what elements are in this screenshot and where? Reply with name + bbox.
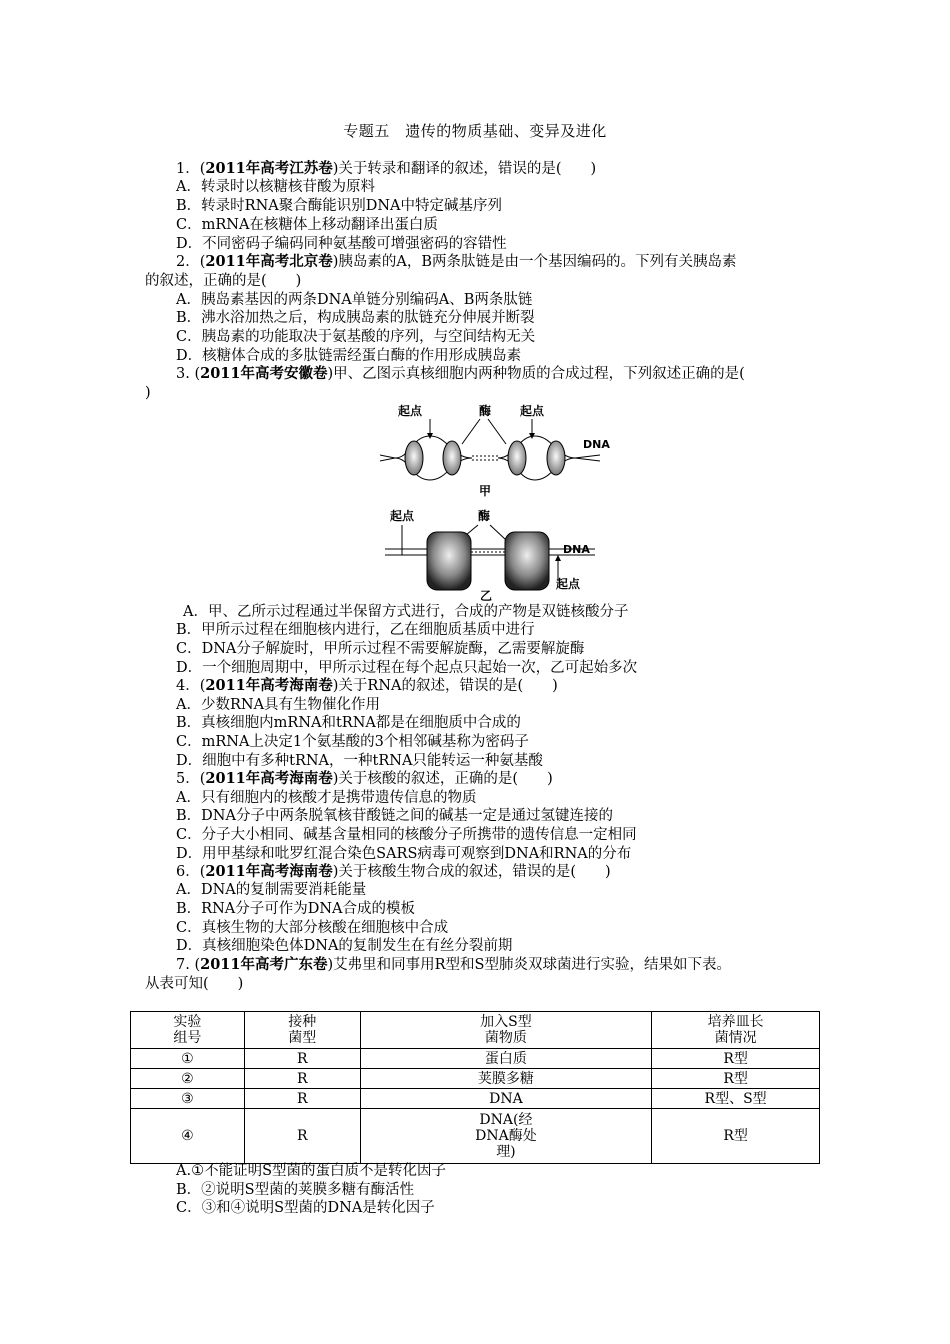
q2-option-b: B．沸水浴加热之后，构成胰岛素的肽链充分伸展并断裂 (176, 310, 535, 326)
yi-caption: 乙 (479, 589, 493, 603)
question-3: 3. (2011年高考安徽卷)甲、乙图示真核细胞内两种物质的合成过程，下列叙述正确的是( (176, 365, 745, 382)
table-cell: R (244, 1089, 360, 1109)
q5-option-d: D．用甲基绿和吡罗红混合染色SARS病毒可观察到DNA和RNA的分布 (176, 846, 632, 862)
question-1: 1．(2011年高考江苏卷)关于转录和翻译的叙述，错误的是( ) (176, 160, 597, 177)
question-5: 5．(2011年高考海南卷)关于核酸的叙述，正确的是( ) (176, 770, 553, 787)
q1-option-b: B．转录时RNA聚合酶能识别DNA中特定碱基序列 (176, 198, 503, 214)
table-cell: DNA (360, 1089, 652, 1109)
table-row (131, 1069, 820, 1089)
q4-option-a: A．少数RNA具有生物催化作用 (176, 697, 381, 713)
question-7-continued: 从表可知( ) (145, 976, 244, 992)
q4-option-c: C．mRNA上决定1个氨基酸的3个相邻碱基称为密码子 (176, 734, 529, 750)
table-cell: ④ (131, 1109, 245, 1164)
table-header-cell: 培养皿长 菌情况 (652, 1012, 820, 1049)
q3-option-c: C．DNA分子解旋时，甲所示过程不需要解旋酶，乙需要解旋酶 (176, 641, 585, 657)
table-row (131, 1089, 820, 1109)
yi-enzyme-line-2 (490, 525, 506, 540)
q2-option-a: A．胰岛素基因的两条DNA单链分别编码A、B两条肽链 (176, 292, 533, 308)
q5-option-c: C．分子大小相同、碱基含量相同的核酸分子所携带的遗传信息一定相同 (176, 827, 637, 843)
jia-origin-label-right: 起点 (519, 404, 545, 418)
jia-dna-strand-left (380, 455, 395, 458)
yi-origin-label-right: 起点 (556, 577, 581, 591)
table-cell: R型 (652, 1109, 820, 1164)
table-cell: R (244, 1049, 360, 1069)
table-cell: ③ (131, 1089, 245, 1109)
table-cell: 荚膜多糖 (360, 1069, 652, 1089)
table-cell: R型、S型 (652, 1089, 820, 1109)
q2-option-c: C．胰岛素的功能取决于氨基酸的序列，与空间结构无关 (176, 329, 536, 345)
figure-jia (380, 400, 610, 500)
q7-option-b: B．②说明S型菌的荚膜多糖有酶活性 (176, 1182, 415, 1198)
table-cell: ① (131, 1049, 245, 1069)
q1-option-d: D．不同密码子编码同种氨基酸可增强密码的容错性 (176, 236, 507, 252)
experiment-table (130, 1011, 820, 1164)
jia-dna-strand-left-2 (380, 458, 395, 461)
yi-enzyme-1 (427, 532, 471, 590)
table-row (131, 1049, 820, 1069)
jia-dna-label: DNA (583, 438, 610, 451)
table-cell: R (244, 1109, 360, 1164)
yi-origin-arrowhead-right (555, 555, 561, 561)
q5-option-b: B．DNA分子中两条脱氧核苷酸链之间的碱基一定是通过氢键连接的 (176, 808, 613, 824)
jia-enzyme-3 (508, 441, 526, 475)
q6-option-d: D．真核细胞染色体DNA的复制发生在有丝分裂前期 (176, 938, 513, 954)
table-row (131, 1109, 820, 1164)
jia-origin-label-left: 起点 (397, 404, 423, 418)
yi-enzyme-label: 酶 (477, 509, 491, 523)
page-title: 专题五 遗传的物质基础、变异及进化 (343, 122, 607, 140)
jia-enzyme-label: 酶 (478, 404, 492, 418)
jia-enzyme-4 (547, 441, 565, 475)
table-header-cell: 接种 菌型 (244, 1012, 360, 1049)
table-cell: R型 (652, 1049, 820, 1069)
q4-option-b: B．真核细胞内mRNA和tRNA都是在细胞质中合成的 (176, 715, 521, 731)
jia-enzyme-1 (405, 441, 423, 475)
question-2-continued: 的叙述，正确的是( ) (145, 273, 302, 289)
question-4: 4．(2011年高考海南卷)关于RNA的叙述，错误的是( ) (176, 677, 558, 694)
jia-dna-strand-right-2 (575, 458, 600, 461)
yi-origin-label-left: 起点 (389, 509, 415, 523)
q6-option-a: A．DNA的复制需要消耗能量 (176, 882, 367, 898)
q4-option-d: D．细胞中有多种tRNA，一种tRNA只能转运一种氨基酸 (176, 753, 543, 769)
q3-option-b: B．甲所示过程在细胞核内进行，乙在细胞质基质中进行 (176, 622, 535, 638)
figure-yi (380, 505, 600, 603)
table-cell: 蛋白质 (360, 1049, 652, 1069)
table-header-cell: 实验 组号 (131, 1012, 245, 1049)
table-header-row (131, 1012, 820, 1049)
q1-option-a: A．转录时以核糖核苷酸为原料 (176, 179, 375, 195)
question-7: 7. (2011年高考广东卷)艾弗里和同事用R型和S型肺炎双球菌进行实验，结果如下表。 (176, 956, 731, 973)
q6-option-c: C．真核生物的大部分核酸在细胞核中合成 (176, 920, 449, 936)
q2-option-d: D．核糖体合成的多肽链需经蛋白酶的作用形成胰岛素 (176, 348, 522, 364)
question-2: 2．(2011年高考北京卷)胰岛素的A，B两条肽链是由一个基因编码的。下列有关胰岛素 (176, 253, 737, 270)
question-3-continued: ) (145, 385, 151, 401)
q1-option-c: C．mRNA在核糖体上移动翻译出蛋白质 (176, 217, 438, 233)
table-header-cell: 加入S型 菌物质 (360, 1012, 652, 1049)
table-cell: ② (131, 1069, 245, 1089)
yi-dna-label: DNA (563, 543, 590, 556)
yi-enzyme-2 (505, 532, 549, 590)
jia-enzyme-line-2 (488, 419, 506, 444)
q7-option-c: C．③和④说明S型菌的DNA是转化因子 (176, 1200, 435, 1216)
table-cell: DNA(经 DNA酶处 理) (360, 1109, 652, 1164)
q3-option-a: A．甲、乙所示过程通过半保留方式进行，合成的产物是双链核酸分子 (183, 604, 629, 620)
jia-dna-strand-right (575, 455, 600, 458)
q3-option-d: D．一个细胞周期中，甲所示过程在每个起点只起始一次，乙可起始多次 (176, 660, 638, 676)
table-cell: R (244, 1069, 360, 1089)
jia-enzyme-2 (443, 441, 461, 475)
jia-enzyme-line-1 (462, 419, 480, 444)
table-cell: R型 (652, 1069, 820, 1089)
question-6: 6．(2011年高考海南卷)关于核酸生物合成的叙述，错误的是( ) (176, 863, 611, 880)
q7-option-a: A.①不能证明S型菌的蛋白质不是转化因子 (176, 1163, 447, 1179)
q5-option-a: A．只有细胞内的核酸才是携带遗传信息的物质 (176, 790, 477, 806)
q6-option-b: B．RNA分子可作为DNA合成的模板 (176, 901, 416, 917)
jia-caption: 甲 (478, 484, 492, 498)
